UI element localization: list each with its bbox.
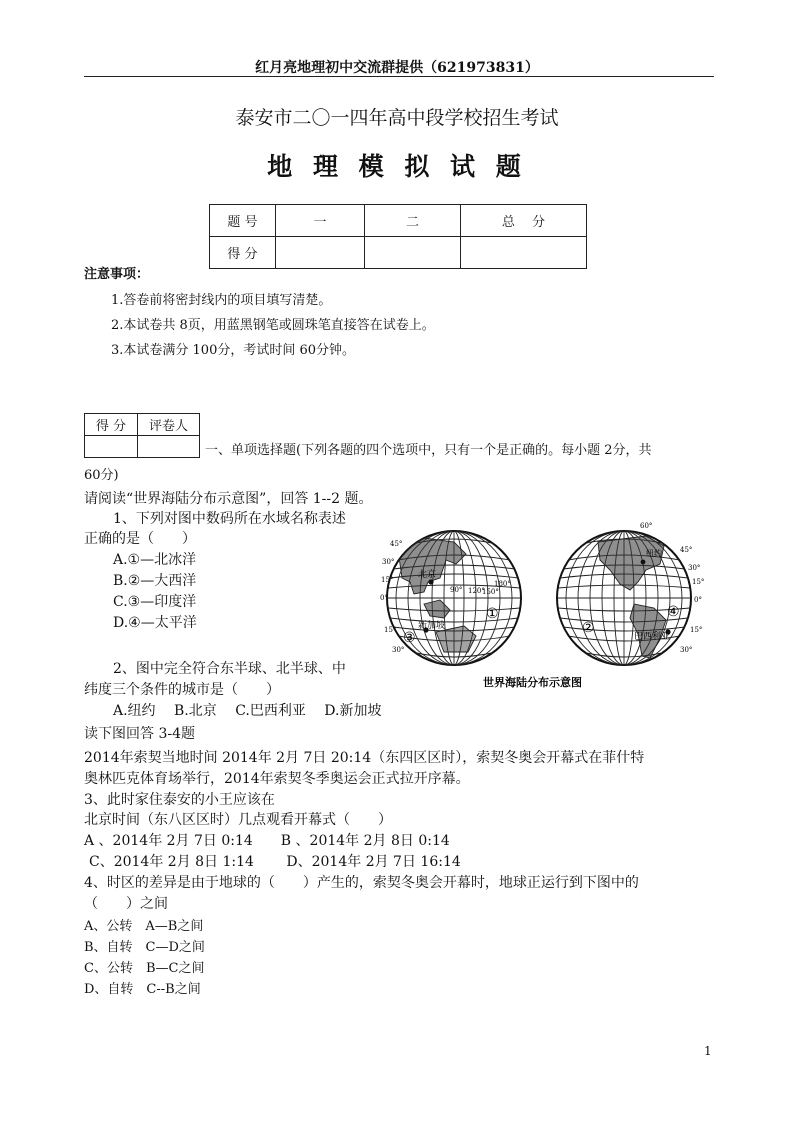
left-globe	[380, 531, 524, 665]
ocean-mark-4: ④	[667, 604, 680, 620]
lon-label: 180°	[494, 580, 511, 588]
lat-label: 30°	[382, 558, 395, 566]
passage-line-1: 2014年索契当地时间 2014年 2月 7日 20:14（东四区区时），索契冬奥会开幕式在菲什特	[84, 750, 645, 766]
score-table-col1: 一	[276, 205, 365, 237]
q4-stem-cont: （ ）之间	[84, 896, 168, 912]
q1-option-d: D.④—太平洋	[113, 615, 197, 631]
exam-title: 泰安市二〇一四年高中段学校招生考试	[235, 107, 559, 129]
lat-label: 30°	[688, 564, 701, 572]
lat-label: 0°	[380, 594, 388, 602]
q3-options-row-1: A 、2014年 2月 7日 0:14 B 、2014年 2月 8日 0:14	[84, 833, 450, 849]
q1-option-c: C.③—印度洋	[113, 594, 197, 610]
ocean-mark-1: ①	[486, 606, 499, 622]
score-table-row-label: 得 分	[210, 237, 276, 269]
q3-stem: 3、此时家住泰安的小王应该在	[84, 792, 275, 808]
header-text: 红月亮地理初中交流群提供（621973831）	[255, 60, 539, 76]
grader-name-cell[interactable]	[138, 436, 200, 458]
grader-score-label: 得 分	[85, 414, 138, 436]
score-cell-total[interactable]	[461, 237, 587, 269]
q4-option-a: A、公转 A—B之间	[84, 919, 204, 934]
notes-heading: 注意事项：	[84, 267, 150, 282]
city-label-singapore: 新加坡	[418, 621, 446, 631]
intro-questions-1-2: 请阅读“世界海陆分布示意图”，回答 1--2 题。	[84, 491, 373, 507]
score-table-header-label: 题 号	[210, 205, 276, 237]
q4-stem: 4、时区的差异是由于地球的（ ）产生的，索契冬奥会开幕时，地球正运行到下图中的	[84, 875, 639, 891]
score-cell-1[interactable]	[276, 237, 365, 269]
city-label-beijing: 北京	[418, 570, 437, 580]
lat-label: 60°	[640, 522, 653, 530]
notes-item: 1.答卷前将密封线内的项目填写清楚。	[111, 293, 332, 308]
q4-option-c: C、公转 B—C之间	[84, 961, 205, 976]
q3-stem-cont: 北京时间（东八区区时）几点观看开幕式（ ）	[84, 812, 392, 828]
city-label-newyork: 纽约	[646, 549, 662, 558]
subject-title: 地 理 模 拟 试 题	[267, 152, 527, 181]
score-table	[209, 204, 587, 269]
lat-label: 30°	[680, 646, 693, 654]
lat-label: 0°	[694, 596, 702, 604]
ocean-mark-3: ③	[403, 630, 416, 646]
city-label-brasilia: 巴西利亚	[634, 632, 671, 642]
figure-caption: 世界海陆分布示意图	[483, 676, 582, 689]
q1-stem-cont: 正确的是（ ）	[84, 531, 196, 547]
q2-options: A.纽约 B.北京 C.巴西利亚 D.新加坡	[113, 703, 382, 719]
read-instruction-3-4: 读下图回答 3-4题	[84, 726, 195, 742]
world-map-figure	[380, 520, 714, 698]
right-globe	[554, 522, 704, 665]
q4-option-d: D、自转 C--B之间	[84, 982, 201, 997]
score-cell-2[interactable]	[365, 237, 461, 269]
lon-label: 150°	[482, 588, 499, 596]
lat-label: 15°	[690, 626, 703, 634]
grader-label: 评卷人	[138, 414, 200, 436]
score-table-total: 总 分	[461, 205, 587, 237]
q4-option-b: B、自转 C—D之间	[84, 940, 205, 955]
passage-line-2: 奥林匹克体育场举行，2014年索契冬季奥运会正式拉开序幕。	[84, 771, 470, 787]
lat-label: 45°	[680, 546, 693, 554]
q3-options-row-2: C、2014年 2月 8日 1:14 D、2014年 2月 7日 16:14	[89, 854, 461, 870]
lon-label: 120°	[468, 587, 485, 595]
q2-stem: 2、图中完全符合东半球、北半球、中	[113, 661, 346, 677]
lat-label: 45°	[390, 540, 403, 548]
grader-table	[84, 413, 200, 458]
lon-label: 90°	[450, 586, 463, 594]
section1-heading: 一、单项选择题(下列各题的四个选项中，只有一个是正确的。每小题 2分，共	[205, 443, 652, 458]
lat-label: 30°	[392, 646, 405, 654]
q1-option-a: A.①—北冰洋	[113, 552, 197, 568]
lat-label: 15°	[381, 576, 394, 584]
notes-item: 2.本试卷共 8页，用蓝黑钢笔或圆珠笔直接答在试卷上。	[111, 318, 435, 333]
ocean-mark-2: ②	[582, 620, 595, 636]
section1-heading-cont: 60分)	[84, 468, 119, 483]
page-number: 1	[704, 1044, 712, 1058]
score-table-col2: 二	[365, 205, 461, 237]
q1-stem: 1、下列对图中数码所在水域名称表述	[113, 511, 346, 527]
lat-label: 15°	[692, 578, 705, 586]
notes-item: 3.本试卷满分 100分，考试时间 60分钟。	[111, 343, 356, 358]
grader-score-cell[interactable]	[85, 436, 138, 458]
q2-stem-cont: 纬度三个条件的城市是（ ）	[84, 682, 280, 698]
header-rule	[84, 76, 714, 77]
lat-label: 15°	[384, 626, 397, 634]
q1-option-b: B.②—大西洋	[113, 573, 197, 589]
